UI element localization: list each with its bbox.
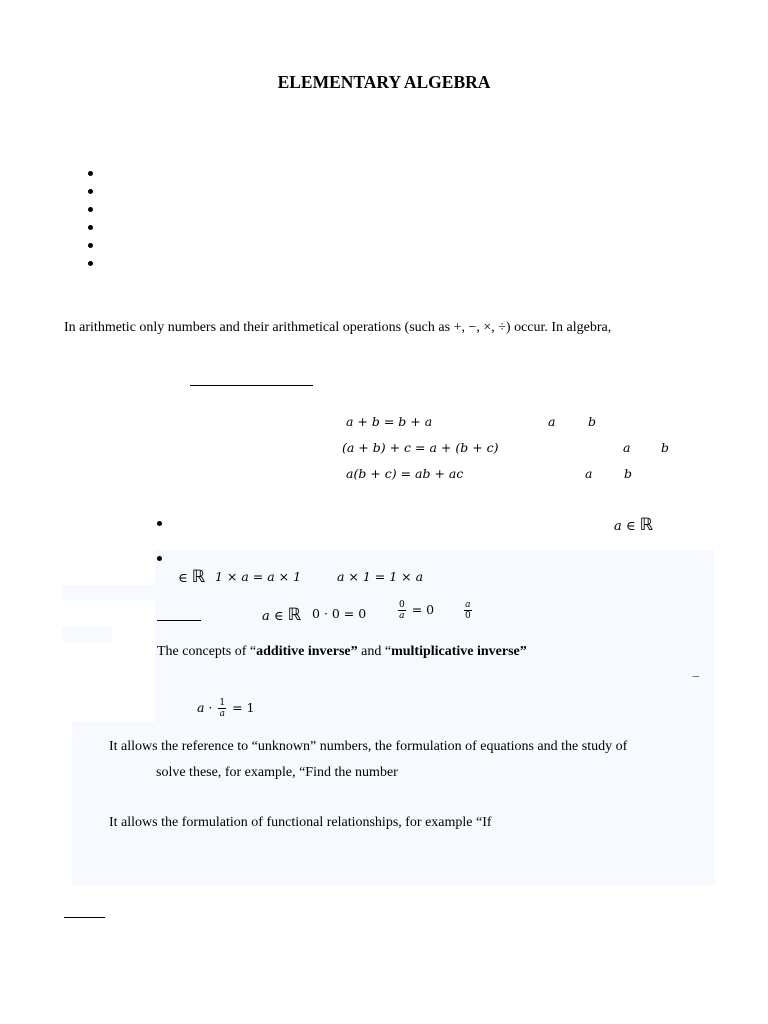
- shaded-region-left-1: [62, 585, 157, 600]
- intro-paragraph: In arithmetic only numbers and their arithmetical operations (such as +, −, ×, ÷) occur. In algebra,: [64, 320, 612, 335]
- law-var-a: a: [548, 414, 556, 429]
- bullet-marker: [88, 189, 93, 194]
- document-title: ELEMENTARY ALGEBRA: [277, 72, 491, 92]
- real-membership-2: ∈ ℝ: [178, 567, 206, 587]
- underline-blank: [157, 620, 201, 621]
- shaded-region-left-2: [62, 627, 112, 642]
- inverse-concepts-text: [157, 644, 527, 660]
- zero-product: 0 · 0 = 0: [312, 606, 367, 621]
- denominator: a: [219, 709, 225, 719]
- inverse-mid: and “: [357, 644, 392, 659]
- bullet-marker: [88, 225, 93, 230]
- law-var-b: b: [661, 440, 670, 455]
- bullet-marker: [88, 261, 93, 266]
- associative-law: (a + b) + c = a + (b + c): [342, 440, 499, 455]
- denominator: a: [399, 611, 405, 621]
- zero-membership: a ∈ ℝ: [262, 605, 302, 625]
- denominator: 0: [465, 611, 471, 621]
- law-var-a: a: [585, 466, 593, 481]
- property-bullet: [157, 521, 162, 526]
- commutative-law: a + b = b + a: [346, 414, 433, 429]
- distributive-law: a(b + c) = ab + ac: [346, 466, 464, 481]
- numerator: 1: [219, 698, 226, 708]
- unknown-numbers-line-2: solve these, for example, “Find the number: [156, 765, 398, 780]
- reciprocal-formula: [197, 698, 255, 719]
- bullet-marker: [88, 171, 93, 176]
- real-membership-1: a ∈ ℝ: [614, 515, 654, 535]
- identity-formula-2: a × 1 = 1 × a: [337, 569, 424, 584]
- undefined-fraction: [462, 600, 474, 621]
- bullet-marker: [88, 243, 93, 248]
- inverse-prefix: The concepts of “: [157, 644, 257, 659]
- fraction: [398, 600, 406, 621]
- property-bullet: [157, 556, 162, 561]
- bullet-marker: [88, 207, 93, 212]
- functional-relationships-line: It allows the formulation of functional relationships, for example “If: [109, 815, 492, 830]
- additive-inverse-term: additive inverse”: [256, 644, 358, 659]
- underline-blank: [64, 917, 105, 918]
- zero-fraction: [396, 600, 434, 621]
- identity-formula-1: 1 × a = a × 1: [215, 569, 302, 584]
- reciprocal-lhs: a ·: [197, 700, 213, 715]
- unknown-numbers-line-1: It allows the reference to “unknown” numbers, the formulation of equations and the study of: [109, 739, 628, 754]
- reciprocal-rhs: = 1: [232, 700, 255, 715]
- numerator: a: [465, 600, 471, 610]
- multiplicative-inverse-term: multiplicative inverse”: [391, 644, 527, 659]
- law-var-a: a: [623, 440, 631, 455]
- numerator: 0: [399, 600, 405, 610]
- minus-sign: −: [692, 670, 700, 685]
- underline-blank: [190, 385, 313, 386]
- equals-zero: = 0: [411, 602, 435, 617]
- fraction: [218, 698, 226, 719]
- law-var-b: b: [588, 414, 597, 429]
- law-var-b: b: [624, 466, 633, 481]
- fraction: [464, 600, 472, 621]
